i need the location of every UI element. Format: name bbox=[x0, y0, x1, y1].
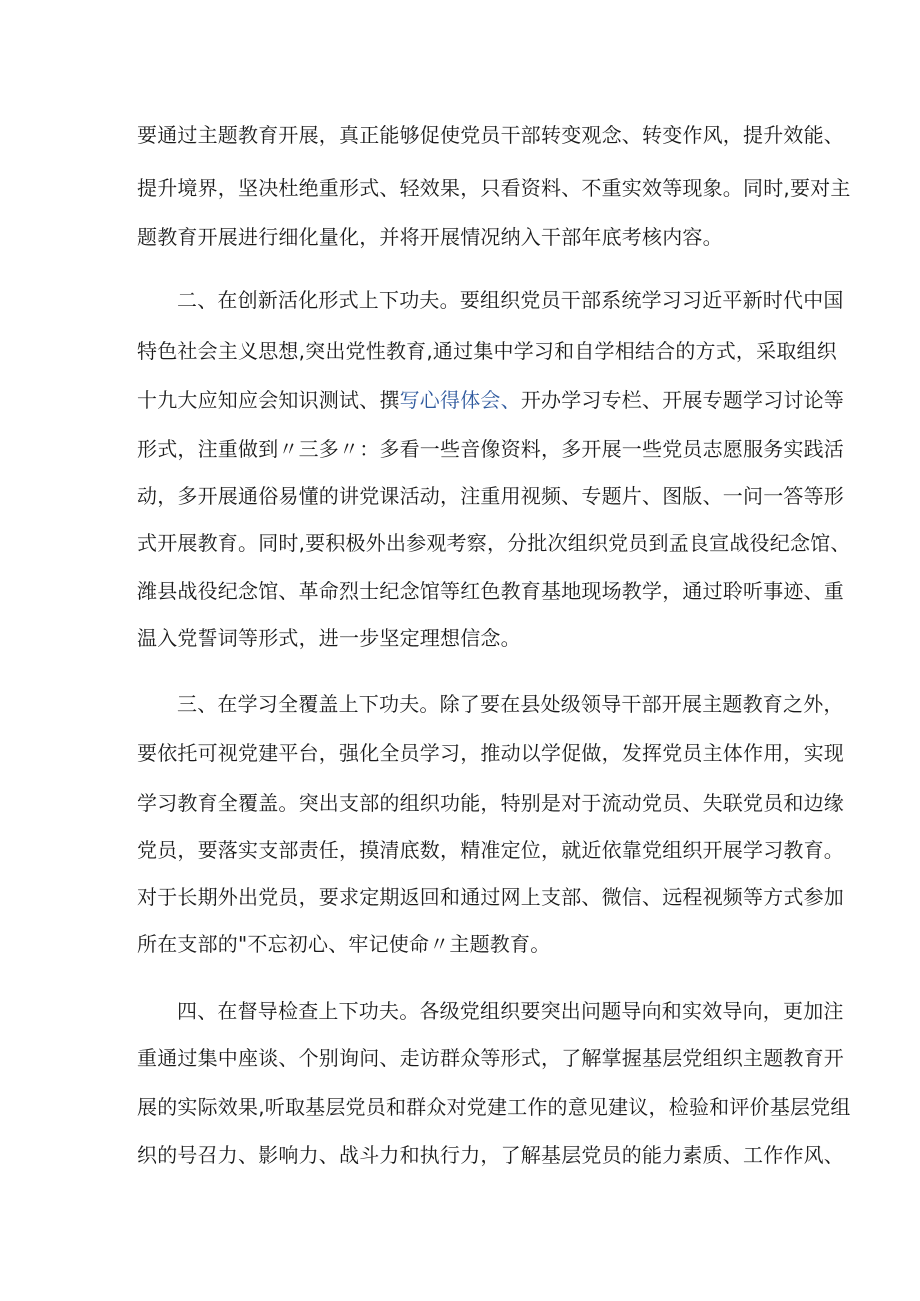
paragraph-line: 要通过主题教育开展，真正能够促使党员干部转变观念、转变作风，提升效能、 bbox=[137, 123, 844, 147]
paragraph-line: 温入党誓词等形式，进一步坚定理想信念。 bbox=[137, 626, 521, 650]
paragraph-line: 潍县战役纪念馆、革命烈士纪念馆等红色教育基地现场教学，通过聆听事迹、重 bbox=[137, 579, 844, 603]
paragraph-line: 重通过集中座谈、个别询问、走访群众等形式，了解掌握基层党组织主题教育开 bbox=[137, 1046, 844, 1070]
paragraph-line: 动，多开展通俗易懂的讲党课活动，注重用视频、专题片、图版、一问一答等形 bbox=[137, 484, 844, 508]
paragraph-line: 四、在督导检查上下功夫。各级党组织要突出问题导向和实效导向，更加注 bbox=[177, 999, 844, 1023]
paragraph-text: 十九大应知应会知识测试、撰 bbox=[137, 388, 400, 412]
paragraph-line: 式开展教育。同时,要积极外出参观考察，分批次组织党员到孟良宣战役纪念馆、 bbox=[137, 531, 851, 555]
paragraph-text: 开办学习专栏、开展专题学习讨论等 bbox=[520, 388, 845, 412]
paragraph-line: 展的实际效果,听取基层党员和群众对党建工作的意见建议，检验和评价基层党组 bbox=[137, 1095, 851, 1119]
paragraph-line: 学习教育全覆盖。突出支部的组织功能，特别是对于流动党员、失联党员和边缘 bbox=[137, 791, 844, 815]
paragraph-line: 特色社会主义思想,突出党性教育,通过集中学习和自学相结合的方式，采取组织 bbox=[137, 339, 837, 363]
paragraph-line: 题教育开展进行细化量化，并将开展情况纳入干部年底考核内容。 bbox=[137, 225, 723, 249]
paragraph-line: 形式，注重做到〃三多〃：多看一些音像资料，多开展一些党员志愿服务实践活 bbox=[137, 437, 844, 461]
paragraph-line: 三、在学习全覆盖上下功夫。除了要在县处级领导干部开展主题教育之外， bbox=[177, 692, 844, 716]
paragraph-line: 二、在创新活化形式上下功夫。要组织党员干部系统学习习近平新时代中国 bbox=[177, 288, 844, 312]
paragraph-line: 提升境界，坚决杜绝重形式、轻效果，只看资料、不重实效等现象。同时,要对主 bbox=[137, 176, 851, 200]
inline-link[interactable]: 写心得体会、 bbox=[399, 388, 521, 412]
paragraph-line: 党员，要落实支部责任，摸清底数，精准定位，就近依靠党组织开展学习教育。 bbox=[137, 838, 844, 862]
paragraph-line: 织的号召力、影响力、战斗力和执行力，了解基层党员的能力素质、工作作风、 bbox=[137, 1143, 844, 1167]
paragraph-line bbox=[137, 388, 845, 412]
paragraph-line: 要依托可视党建平台，强化全员学习，推动以学促做，发挥党员主体作用，实现 bbox=[137, 741, 844, 765]
paragraph-line: 对于长期外出党员，要求定期返回和通过网上支部、微信、远程视频等方式参加 bbox=[137, 885, 844, 909]
paragraph-line: 所在支部的"不忘初心、牢记使命〃主题教育。 bbox=[137, 932, 551, 956]
